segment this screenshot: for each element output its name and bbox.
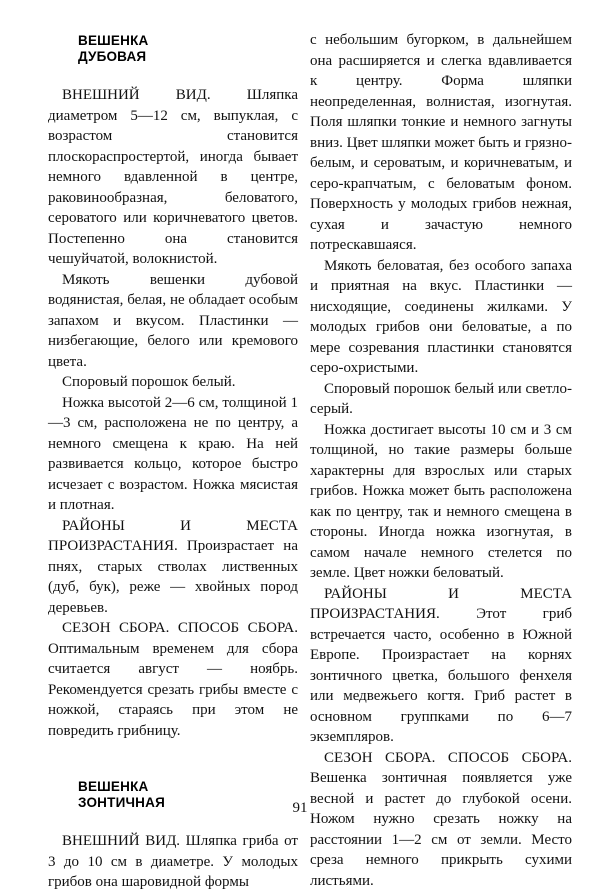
- paragraph: РАЙОНЫ И МЕСТА ПРОИЗРАСТАНИЯ. Произрастает на пнях, старых стволах лиственных (дуб, бук), реже — хвойных пород деревьев.: [48, 517, 298, 616]
- paragraph: Мякоть беловатая, без особого запаха и приятная на вкус. Пластинки — нисходящие, соединены жилками. У молодых грибов они беловатые, а по мере созревания пластинки становятся серо-охристыми.: [310, 257, 572, 376]
- section-continued: [310, 30, 572, 891]
- paragraph: ВНЕШНИЙ ВИД. Шляпка диаметром 5—12 см, выпуклая, с возрастом становится плоскораспростертой, иногда бывает немного вдавленной в центре, раковинообразная, беловатого, сероватого или коричневатого цветов. Постепенно она становится чешуйчатой, волокнистой.: [48, 87, 298, 267]
- paragraph: Мякоть вешенки дубовой водянистая, белая, не обладает особым запахом и вкусом. Пластинки — низбегающие, белого или кремового цвета.: [48, 271, 298, 370]
- heading-line: ДУБОВАЯ: [78, 49, 147, 64]
- heading-line: ЗОНТИЧНАЯ: [78, 795, 165, 810]
- heading-veshenka-dubovaya: [78, 33, 298, 65]
- paragraph: СЕЗОН СБОРА. СПОСОБ СБОРА. Оптимальным временем для сбора считается август — ноябрь. Рекомендуется срезать грибы вместе с ножкой, стараясь при этом не повредить грибницу.: [48, 620, 298, 739]
- paragraph: СЕЗОН СБОРА. СПОСОБ СБОРА. Вешенка зонтичная появляется уже весной и растет до глубокой осени. Ножом нужно срезать ножку на расстоянии 1—2 см от земли. Место среза немного прикрыть сухими листьями.: [310, 749, 572, 889]
- heading-line: ВЕШЕНКА: [78, 33, 149, 48]
- paragraph: Споровый порошок белый.: [62, 374, 236, 390]
- paragraph: Ножка достигает высоты 10 см и 3 см толщиной, но такие размеры больше характерны для взрослых или старых грибов. Ножка может быть расположена как по центру, так и немного смещена в стороны. Иногда ножка изогнутая, в самом начале немного стелется по земле. Цвет ножки беловатый.: [310, 421, 572, 581]
- paragraph: Споровый порошок белый или светло-серый.: [310, 380, 572, 417]
- section-veshenka-dubovaya: [48, 85, 298, 741]
- page-number: 91: [292, 800, 308, 816]
- paragraph: ВНЕШНИЙ ВИД. Шляпка гриба от 3 до 10 см в диаметре. У молодых грибов она шаровидной формы: [48, 833, 298, 890]
- section-veshenka-zontichnaya: [48, 831, 298, 893]
- paragraph: Ножка высотой 2—6 см, толщиной 1—3 см, расположена не по центру, а немного смещена к краю. На ней развивается кольцо, которое быстро исчезает с возрастом. Ножка мясистая и плотная.: [48, 394, 298, 513]
- right-column: [310, 0, 572, 891]
- paragraph: РАЙОНЫ И МЕСТА ПРОИЗРАСТАНИЯ. Этот гриб встречается часто, особенно в Южной Европе. Произрастает на корнях зонтичного цветка, большого фенхеля или медвежьего когтя. Гриб растет в основном группками по 6—7 экземпляров.: [310, 585, 572, 745]
- heading-line: ВЕШЕНКА: [78, 779, 149, 794]
- paragraph: с небольшим бугорком, в дальнейшем она расширяется и слегка вдавливается к центру. Форма шляпки неопределенная, волнистая, изогнутая. Поля шляпки тонкие и немного загнуты вниз. Цвет шляпки может быть и грязно-белым, и сероватым, и коричневатым, и серо-крапчатым, с беловатым фоном. Поверхность у молодых грибов нежная, сухая и зачастую немного потрескавшаяся.: [310, 32, 572, 253]
- left-column: [48, 0, 298, 893]
